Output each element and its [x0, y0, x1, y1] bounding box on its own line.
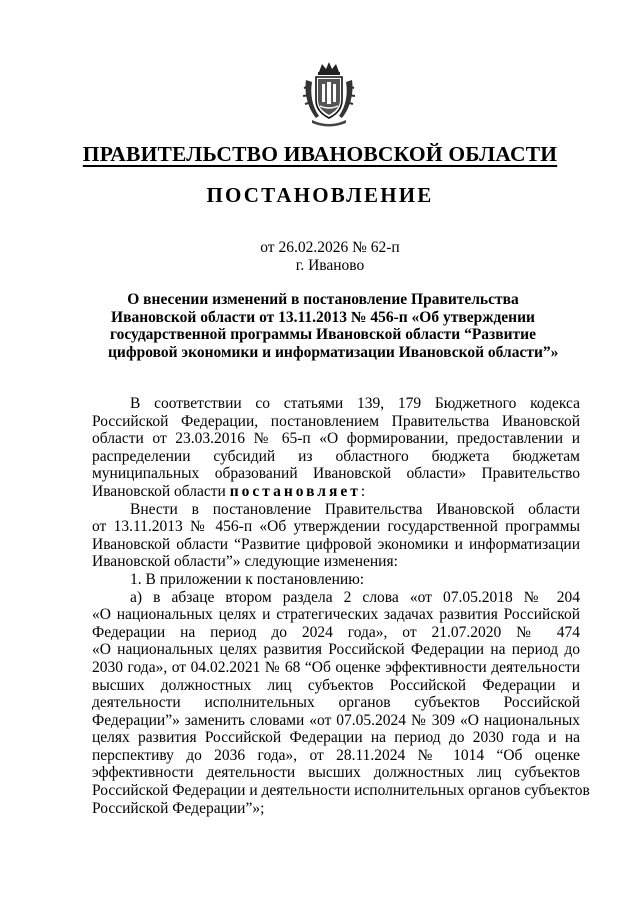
document-date-number: от 26.02.2026 № 62-п	[260, 239, 400, 256]
coat-of-arms-icon	[302, 60, 356, 128]
text-line: перспективу до 2036 года», от 28.11.2024 № 1014 “Об оценке	[92, 746, 580, 764]
government-title: ПРАВИТЕЛЬСТВО ИВАНОВСКОЙ ОБЛАСТИ	[82, 142, 558, 166]
resolves-word: постановляет	[229, 482, 361, 500]
text-line: а) в абзаце втором раздела 2 слова «от 07.05.2018 № 204	[130, 588, 580, 606]
document-subject	[108, 291, 559, 361]
text-line: Ивановской области “Развитие цифровой экономики и информатизации	[92, 535, 580, 553]
text-line: области от 23.03.2016 № 65-п «О формировании, предоставлении и	[92, 430, 580, 448]
paragraph-item-1	[92, 571, 580, 589]
paragraph-subitem-a	[92, 588, 590, 818]
text-line: В соответствии со статьями 139, 179 Бюджетного кодекса	[130, 395, 580, 412]
text-line: 1. В приложении к постановлению:	[130, 570, 365, 588]
text-line: Российской Федерации”»;	[92, 799, 265, 817]
text-line: 2030 года», от 04.02.2021 № 68 “Об оценке эффективности деятельности	[92, 658, 580, 676]
text-line: Федерации”» заменить словами «от 07.05.2024 № 309 «О национальных	[92, 711, 580, 729]
paragraph-preamble	[92, 395, 580, 501]
text-line: Внести в постановление Правительства Ивановской области	[130, 500, 580, 518]
paragraph-amend	[92, 501, 580, 571]
text-line: муниципальных образований Ивановской области» Правительство	[92, 465, 580, 483]
text-line	[92, 483, 580, 501]
text-line: целях развития Российской Федерации на период до 2030 года и на	[92, 729, 580, 747]
document-type: ПОСТАНОВЛЕНИЕ	[206, 183, 434, 207]
subject-line: цифровой экономики и информатизации Ивановской области”»	[108, 343, 559, 361]
text-line: деятельности исполнительных органов субъектов Российской	[92, 694, 580, 712]
text-line: «О национальных целях и стратегических задачах развития Российской	[92, 606, 580, 624]
text-line: распределении субсидий из областного бюджета бюджетам	[92, 447, 580, 465]
text-line: Федерации на период до 2024 года», от 21.07.2020 № 474	[92, 623, 580, 641]
subject-line: государственной программы Ивановской области “Развитие	[109, 326, 536, 343]
text-line: Российской Федерации, постановлением Правительства Ивановской	[92, 412, 580, 430]
subject-line: Ивановской области от 13.11.2013 № 456-п «Об утверждении	[111, 308, 535, 326]
text-line: эффективности деятельности высших должностных лиц субъектов	[92, 764, 580, 782]
subject-line: О внесении изменений в постановление Правительства	[127, 291, 519, 308]
document-city: г. Иваново	[295, 257, 365, 274]
text-line: Ивановской области”» следующие изменения:	[92, 553, 398, 571]
text-line: Российской Федерации и деятельности исполнительных органов субъектов	[92, 782, 590, 800]
text-fragment: Ивановской области	[92, 482, 230, 500]
text-line: высших должностных лиц субъектов Российской Федерации и	[92, 676, 580, 694]
document-body	[92, 395, 590, 817]
text-fragment: :	[360, 482, 366, 500]
text-line: «О национальных целях развития Российской Федерации на период до	[92, 641, 580, 659]
text-line: от 13.11.2013 № 456-п «Об утверждении государственной программы	[92, 518, 580, 536]
